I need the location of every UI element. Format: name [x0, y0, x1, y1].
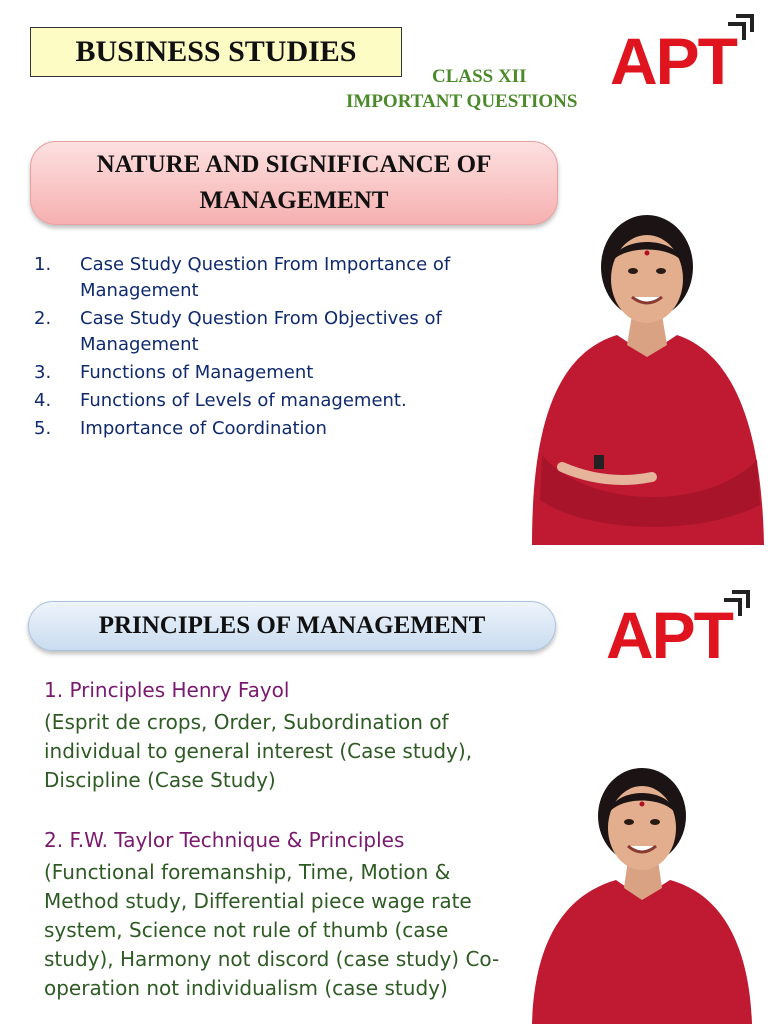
list-item: 3. Functions of Management [34, 362, 314, 383]
list-item: 5. Importance of Coordination [34, 418, 327, 439]
slide-separator [0, 548, 768, 574]
list-item: 2. Case Study Question From Objectives of Management [34, 308, 442, 355]
question-list [34, 252, 524, 444]
course-title: BUSINESS STUDIES [30, 27, 402, 77]
teacher-photo [522, 205, 768, 545]
teacher-photo [524, 768, 758, 1024]
apt-logo-text: APT [610, 24, 736, 88]
item-detail: (Esprit de crops, Order, Subordination of individual to general interest (Case study), Discipline (Case Study) [44, 710, 473, 792]
topic-banner: NATURE AND SIGNIFICANCE OF MANAGEMENT [30, 141, 558, 225]
apt-logo [608, 10, 764, 88]
apt-logo-text: APT [606, 598, 732, 664]
slide-2 [0, 574, 768, 1024]
item-heading: 1. Principles Henry Fayol [44, 678, 290, 702]
apt-logo [604, 586, 760, 664]
topic-banner: PRINCIPLES OF MANAGEMENT [28, 601, 556, 651]
list-item: 1. Case Study Question From Importance of Management [34, 254, 451, 301]
item-heading: 2. F.W. Taylor Technique & Principles [44, 828, 405, 852]
item-detail: (Functional foremanship, Time, Motion & Method study, Differential piece wage rate system, Science not rule of thumb (case study), Harmony not discord (case study) Co-operation not individualism (case study) [44, 860, 500, 1000]
subtitle: IMPORTANT QUESTIONS [346, 91, 578, 112]
list-item: 4. Functions of Levels of management. [34, 390, 407, 411]
class-label: CLASS XII [432, 66, 527, 87]
